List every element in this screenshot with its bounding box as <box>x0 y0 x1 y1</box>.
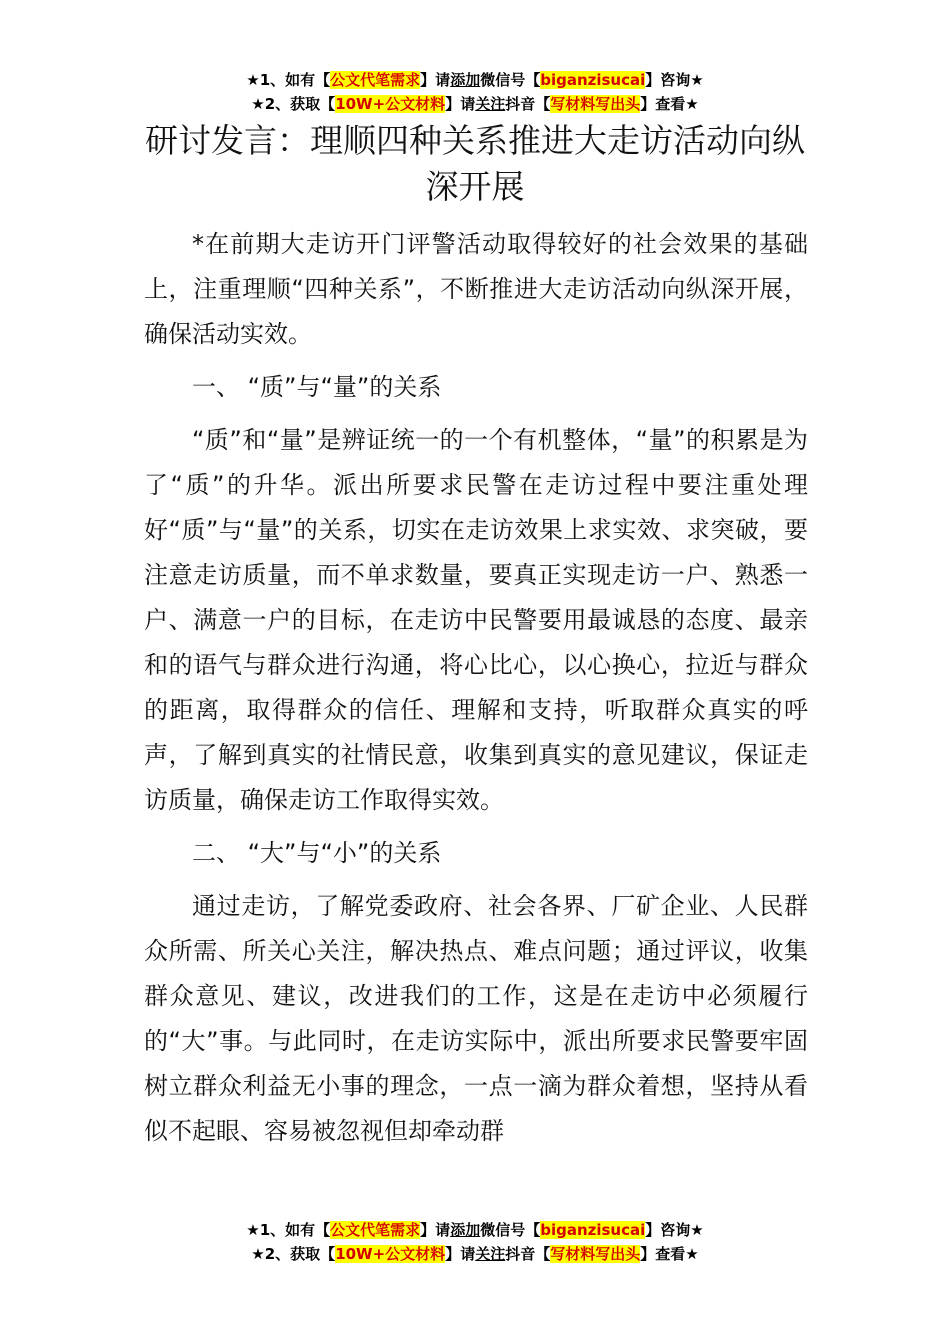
document-title: 研讨发言：理顺四种关系推进大走访活动向纵深开展 <box>145 121 805 206</box>
intro-paragraph: *在前期大走访开门评警活动取得较好的社会效果的基础上，注重理顺“四种关系”，不断推进大走访活动向纵深开展，确保活动实效。 <box>144 230 808 348</box>
banner-text: 微信号【 <box>480 1221 541 1239</box>
banner-text: 抖音【 <box>505 1245 551 1263</box>
section-heading: 一、 “质”与“量”的关系 <box>192 373 442 401</box>
banner-line-1 <box>0 68 950 92</box>
banner-text: 抖音【 <box>505 95 551 113</box>
banner-text: 】咨询★ <box>645 71 704 89</box>
banner-highlight: 公文代笔需求 <box>330 71 421 89</box>
banner-text: 】请 <box>445 95 476 113</box>
banner-line-1 <box>0 1218 950 1242</box>
banner-underlined: 添加 <box>450 1221 481 1239</box>
banner-highlight: 公文代笔需求 <box>330 1221 421 1239</box>
banner-highlight: biganzisucai <box>540 71 646 89</box>
banner-line-2 <box>0 92 950 116</box>
banner-text: 】请 <box>420 71 451 89</box>
banner-text: ★1、如有【 <box>246 71 331 89</box>
section-heading: 二、 “大”与“小”的关系 <box>192 839 442 867</box>
banner-text: 】请 <box>445 1245 476 1263</box>
banner-text: 】查看★ <box>640 1245 699 1263</box>
document-body <box>144 222 808 1162</box>
banner-highlight: 10W+公文材料 <box>335 1245 446 1263</box>
banner-highlight: 10W+公文材料 <box>335 95 446 113</box>
banner-text: 】咨询★ <box>645 1221 704 1239</box>
footer-banner <box>0 1218 950 1266</box>
banner-underlined: 添加 <box>450 71 481 89</box>
banner-text: 】查看★ <box>640 95 699 113</box>
banner-underlined: 关注 <box>475 95 506 113</box>
banner-text: 微信号【 <box>480 71 541 89</box>
section-paragraph: 通过走访，了解党委政府、社会各界、厂矿企业、人民群众所需、所关心关注，解决热点、难点问题；通过评议，收集群众意见、建议，改进我们的工作，这是在走访中必须履行的“大”事。与此同时，在走访实际中，派出所要求民警要牢固树立群众利益无小事的理念，一点一滴为群众着想，坚持从看似不起眼、容易被忽视但却牵动群 <box>144 892 808 1145</box>
banner-text: 】请 <box>420 1221 451 1239</box>
banner-highlight: biganzisucai <box>540 1221 646 1239</box>
banner-line-2 <box>0 1242 950 1266</box>
header-banner <box>0 68 950 116</box>
banner-text: ★2、获取【 <box>251 1245 336 1263</box>
banner-underlined: 关注 <box>475 1245 506 1263</box>
banner-text: ★1、如有【 <box>246 1221 331 1239</box>
banner-highlight: 写材料写出头 <box>550 1245 641 1263</box>
section-paragraph: “质”和“量”是辨证统一的一个有机整体，“量”的积累是为了“质”的升华。派出所要求民警在走访过程中要注重处理好“质”与“量”的关系，切实在走访效果上求实效、求突破，要注意走访质量，而不单求数量，要真正实现走访一户、熟悉一户、满意一户的目标，在走访中民警要用最诚恳的态度、最亲和的语气与群众进行沟通，将心比心，以心换心，拉近与群众的距离，取得群众的信任、理解和支持，听取群众真实的呼声，了解到真实的社情民意，收集到真实的意见建议，保证走访质量，确保走访工作取得实效。 <box>144 426 808 814</box>
banner-text: ★2、获取【 <box>251 95 336 113</box>
banner-highlight: 写材料写出头 <box>550 95 641 113</box>
